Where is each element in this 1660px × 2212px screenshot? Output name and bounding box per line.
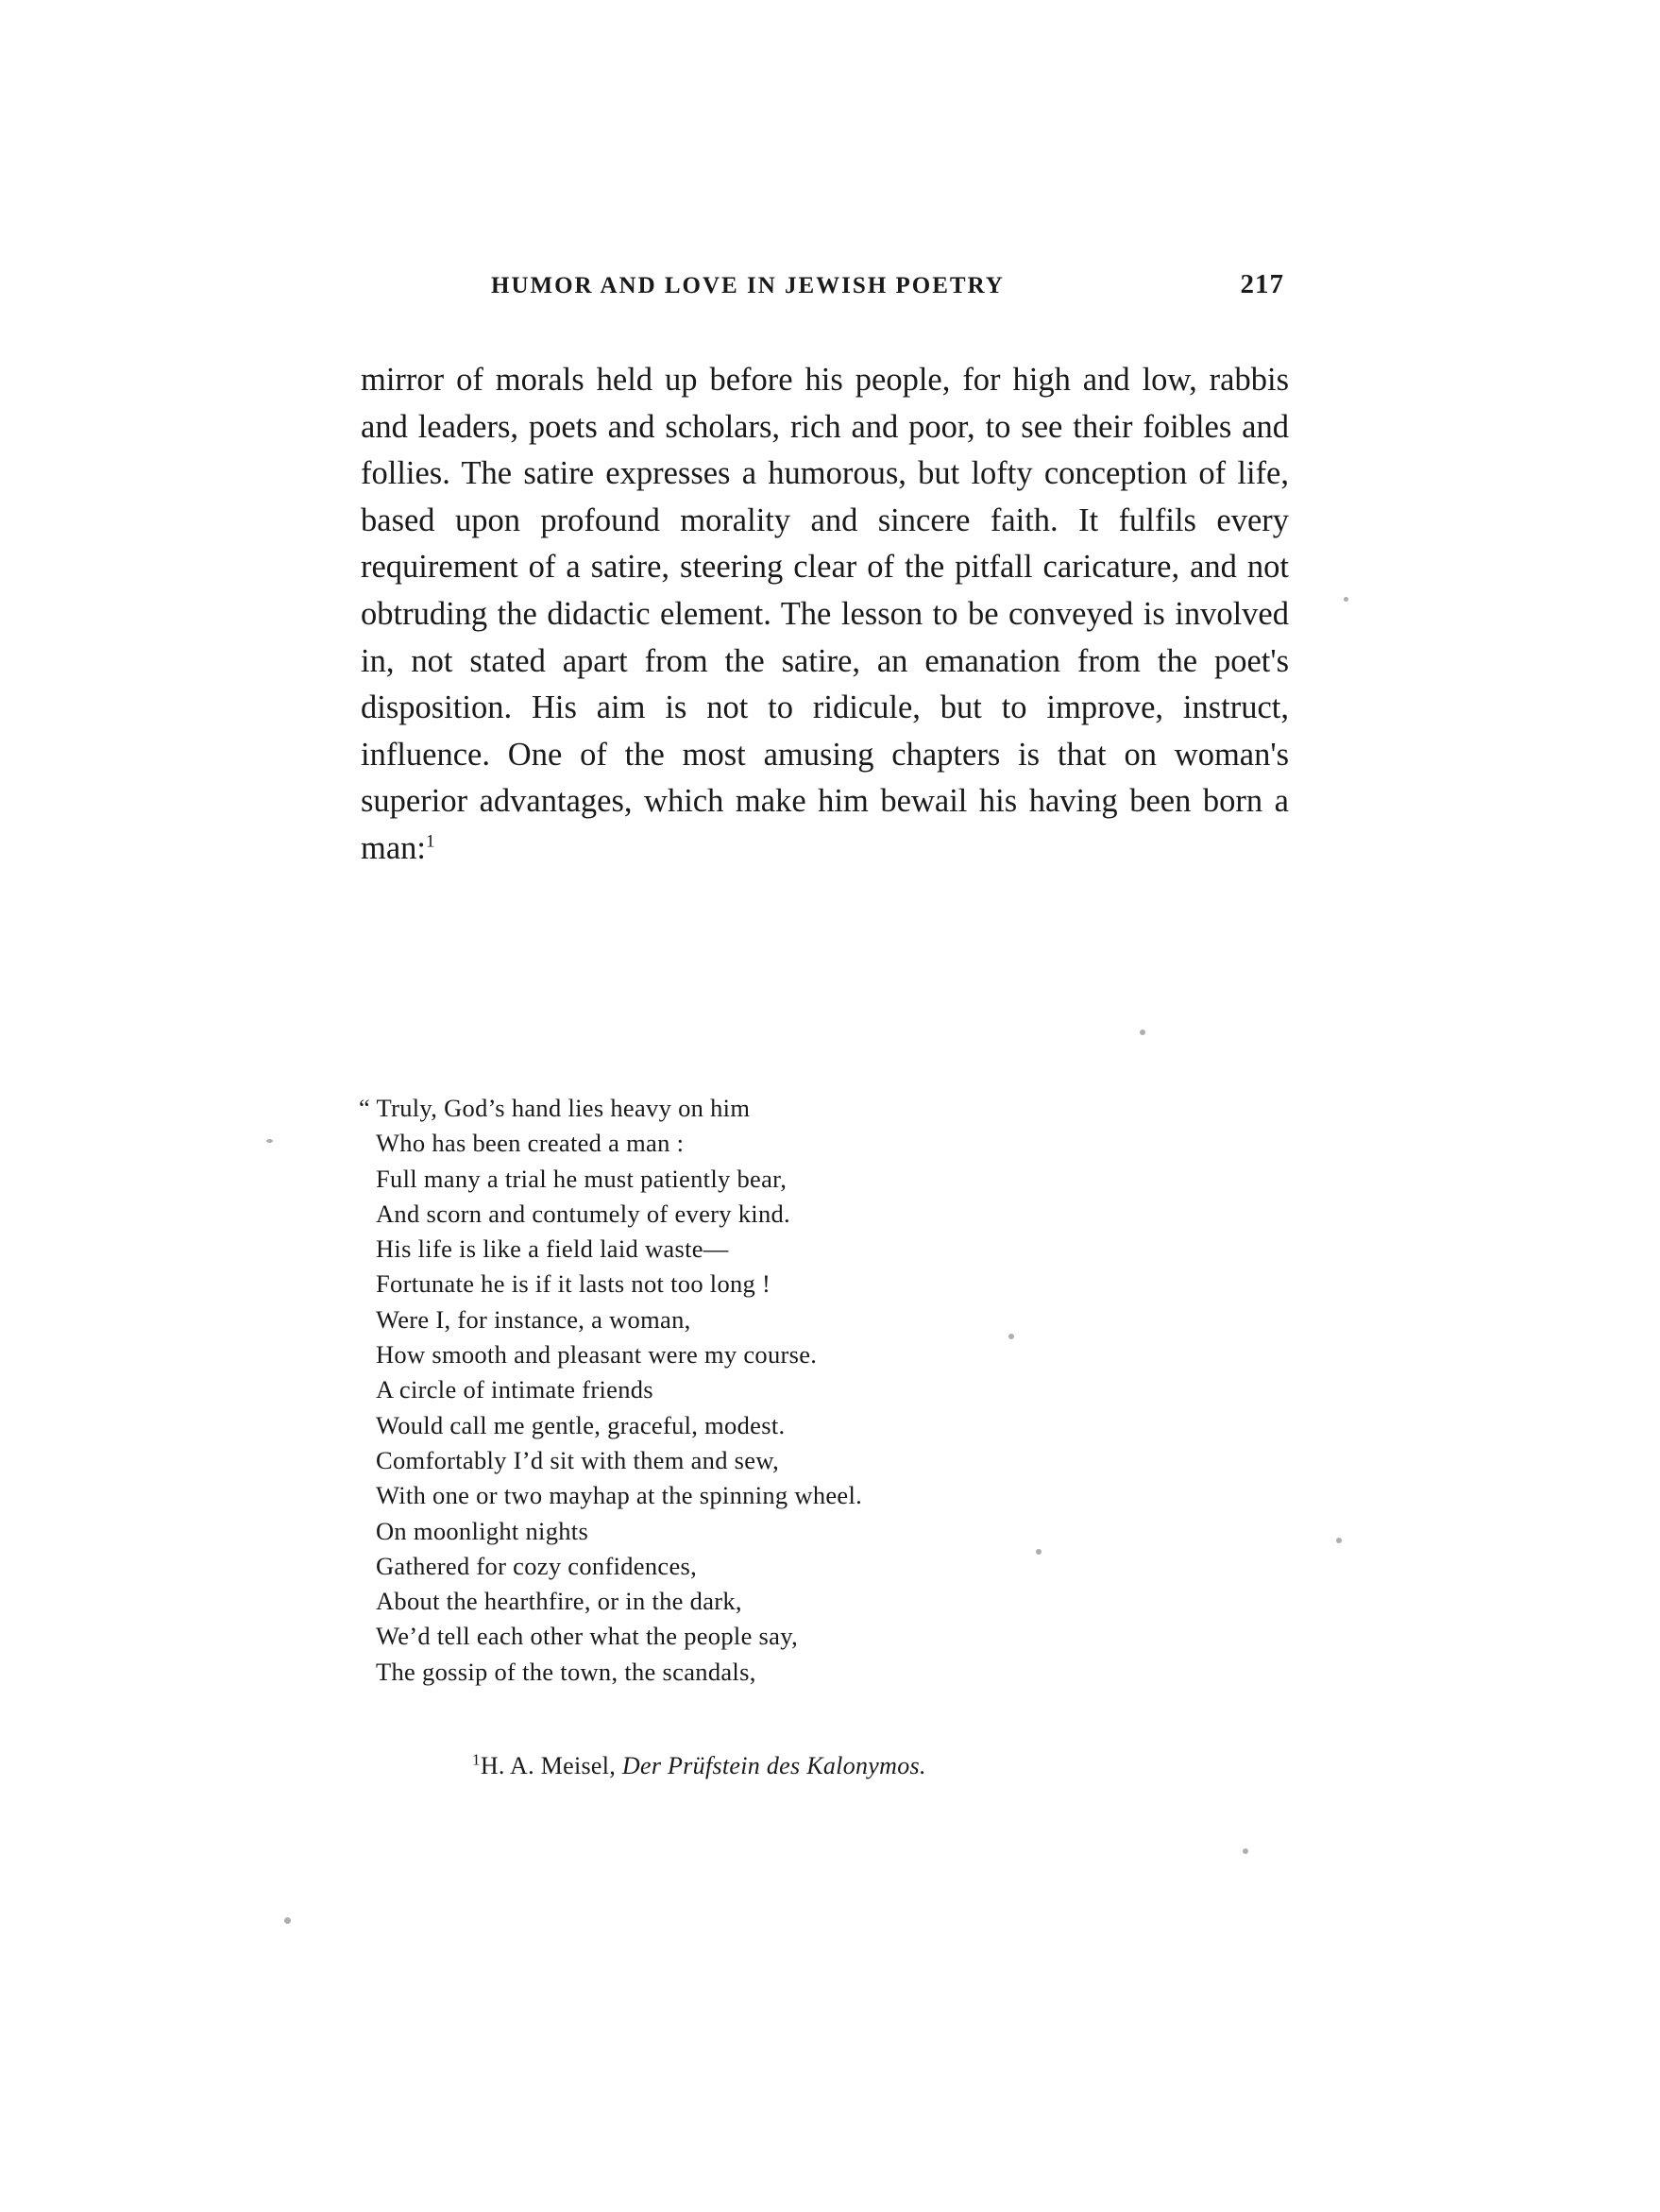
poem-line: On moonlight nights <box>376 1516 589 1545</box>
poem-line: A circle of intimate friends <box>376 1375 653 1404</box>
footnote-marker: 1 <box>472 1750 481 1769</box>
paragraph-text: mirror of morals held up before his people, for high and low, rabbis and leaders, poets and scholars, rich and poor, to see their foibles and follies. The satire expresses a humorous, but lofty conception of life, based upon profound morality and sincere faith. It fulfils every requirement of a satire, steering clear of the pitfall caricature, and not obtruding the didactic element. The lesson to be conveyed is involved in, not stated apart from the satire, an emanation from the poet's disposition. His aim is not to ridicule, but to improve, instruct, influence. One of the most amusing chapters is that on woman's superior advantages, which make him bewail his having been born a man: <box>361 362 1289 866</box>
scan-speck <box>1036 1549 1042 1555</box>
footnote <box>472 1752 1284 1780</box>
poem-line: The gossip of the town, the scandals, <box>376 1657 756 1686</box>
running-title: HUMOR AND LOVE IN JEWISH POETRY <box>491 273 1005 298</box>
body-paragraph <box>361 357 1289 873</box>
poem-line: His life is like a field laid waste— <box>376 1234 729 1264</box>
poem-line: Comfortably I’d sit with them and sew, <box>376 1445 779 1474</box>
poem-line: About the hearthfire, or in the dark, <box>376 1587 742 1616</box>
poem-line: Were I, for instance, a woman, <box>376 1304 691 1334</box>
footnote-title: Der Prüfstein des Kalonymos. <box>621 1752 926 1779</box>
scan-speck <box>1243 1848 1248 1854</box>
poem-line: “ Truly, God’s hand lies heavy on him <box>359 1094 751 1122</box>
poem-line: Gathered for cozy confidences, <box>376 1551 698 1580</box>
poem-line: And scorn and contumely of every kind. <box>376 1199 790 1228</box>
quoted-poem <box>359 1091 1226 1690</box>
scan-speck <box>284 1917 291 1924</box>
poem-line: Full many a trial he must patiently bear, <box>376 1164 788 1193</box>
poem-line: With one or two mayhap at the spinning wheel. <box>376 1481 863 1510</box>
poem-line: We’d tell each other what the people say, <box>376 1622 798 1651</box>
scan-speck <box>1344 597 1348 602</box>
scan-speck <box>1336 1538 1342 1543</box>
poem-line: Fortunate he is if it lasts not too long ! <box>376 1269 771 1299</box>
poem-line: Would call me gentle, graceful, modest. <box>376 1410 786 1439</box>
scan-speck <box>1140 1029 1145 1035</box>
scan-speck <box>1008 1334 1014 1339</box>
poem-line: Who has been created a man : <box>376 1129 685 1158</box>
poem-line: How smooth and pleasant were my course. <box>376 1340 818 1370</box>
page-number: 217 <box>1240 269 1284 299</box>
footnote-author: H. A. Meisel, <box>480 1752 617 1779</box>
page-header <box>491 269 1284 300</box>
footnote-reference: 1 <box>425 831 435 852</box>
scan-speck <box>266 1139 273 1143</box>
